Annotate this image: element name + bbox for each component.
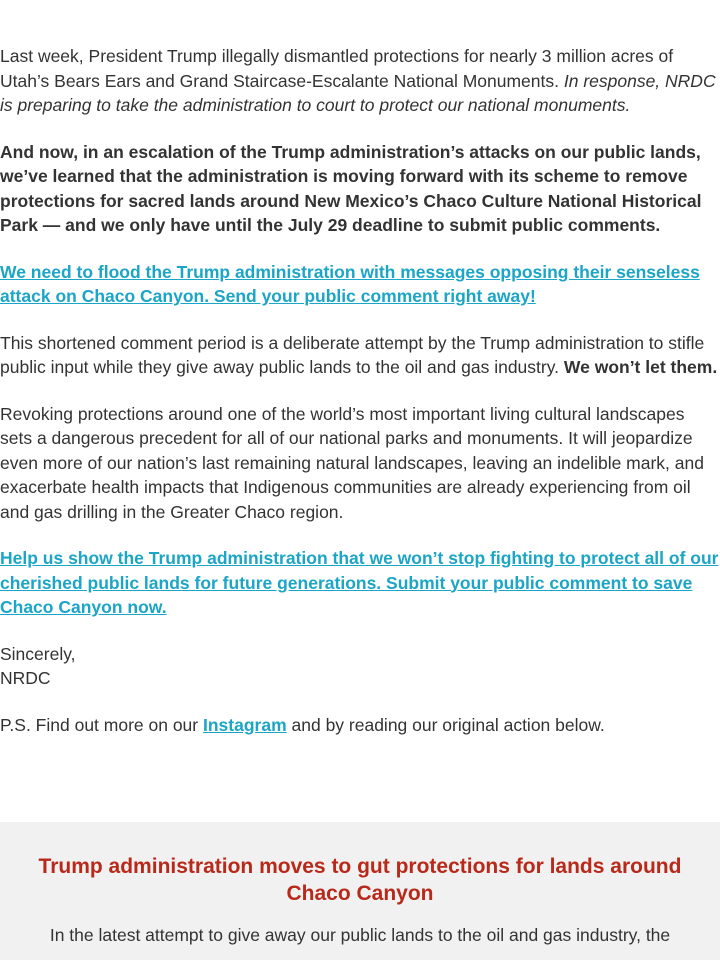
- signoff-closing: Sincerely,: [0, 643, 76, 664]
- paragraph-cta-2: [0, 546, 720, 620]
- paragraph-monuments: [0, 44, 720, 118]
- postscript-after: and by reading our original action below.: [286, 714, 605, 735]
- paragraph-monuments-text: Last week, President Trump illegally dismantled protections for nearly 3 million acres of Utah’s Bears Ears and Grand Staircase-Escalante National Monuments.: [0, 46, 674, 91]
- original-action-panel: [0, 822, 720, 960]
- paragraph-comment-period: [0, 331, 720, 380]
- paragraph-precedent: Revoking protections around one of the world’s most important living cultural landscapes sets a dangerous precedent for all of our national parks and monuments. It will jeopardize even more of our nation’s last remaining natural landscapes, leaving an indelible mark, and exacerbate health impacts that Indigenous communities are already experiencing from oil and gas drilling in the Greater Chaco region.: [0, 403, 704, 522]
- paragraph-comment-period-bold: We won’t let them.: [563, 357, 718, 377]
- instagram-link[interactable]: Instagram: [203, 714, 287, 735]
- postscript-before: P.S. Find out more on our: [0, 714, 203, 735]
- paragraph-chaco-escalation: And now, in an escalation of the Trump administration’s attacks on our public lands, we’ve learned that the administration is moving forward with its scheme to remove protections for sacred lands around New Mexico’s Chaco Culture National Historical Park — and we only have until the July 29 deadline to submit public comments.: [0, 141, 702, 235]
- paragraph-cta-1: [0, 260, 720, 309]
- postscript: [0, 713, 720, 738]
- panel-title: Trump administration moves to gut protections for lands around Chaco Canyon: [38, 855, 682, 905]
- paragraph-comment-period-text: This shortened comment period is a deliberate attempt by the Trump administration to stifle public input while they give away public lands to the oil and gas industry.: [0, 332, 705, 377]
- signoff-sender: NRDC: [0, 668, 51, 688]
- submit-comment-link[interactable]: Help us show the Trump administration that we won’t stop fighting to protect all of our cherished public lands for future generations. Submit your public comment to save Chaco Canyon now.: [0, 548, 719, 617]
- send-comment-link[interactable]: We need to flood the Trump administration with messages opposing their senseless attack on Chaco Canyon. Send your public comment right away!: [0, 261, 700, 306]
- paragraph-monuments-italic: In response, NRDC is preparing to take the administration to court to protect our national monuments.: [0, 70, 716, 115]
- panel-text: In the latest attempt to give away our public lands to the oil and gas industry, the: [49, 925, 671, 945]
- signoff: [0, 642, 720, 691]
